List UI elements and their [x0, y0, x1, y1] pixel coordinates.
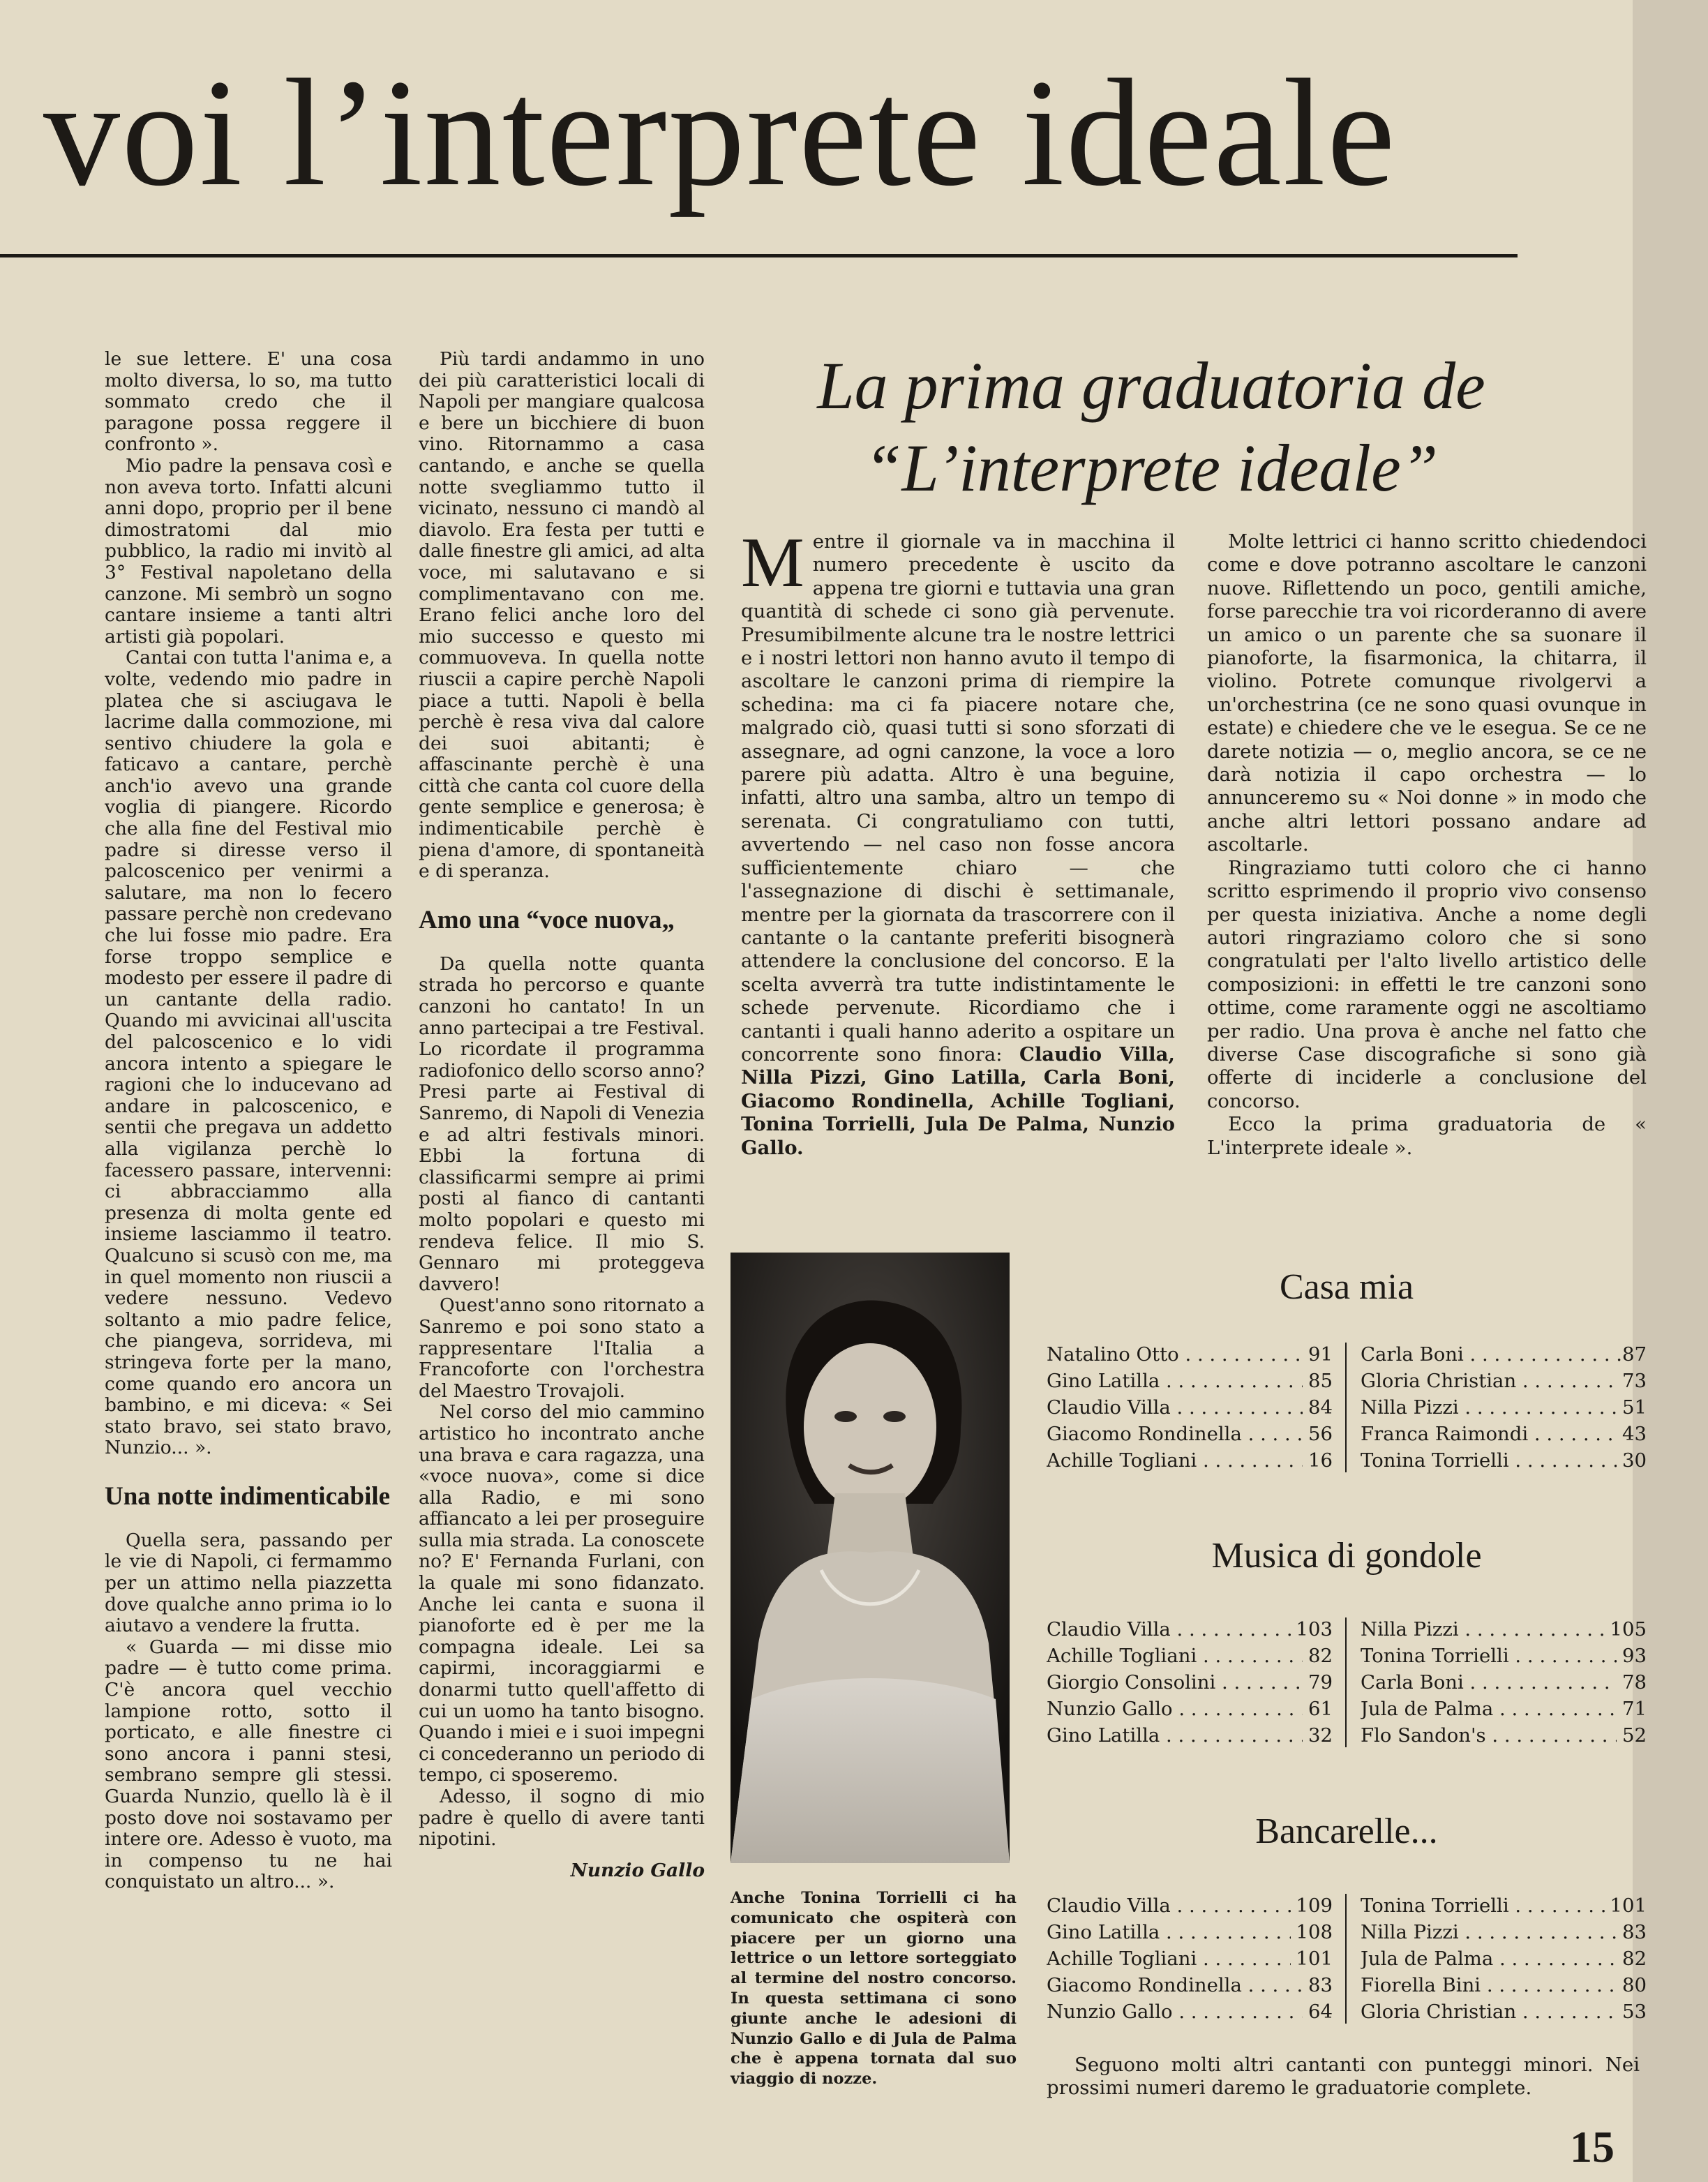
- ranking-table-right: [1361, 1341, 1647, 1474]
- ranking-title: Bancarelle...: [1255, 1811, 1438, 1851]
- paragraph: Ringraziamo tutti coloro che ci hanno scritto esprimendo il proprio vivo consenso per questa iniziativa. Anche a nome degli autori ringraziamo coloro che si sono congratulati per l'alto livello artistico delle composizioni: in effetti le tre canzoni sono ottime, come raramente oggi ne ascoltiamo per radio. Una prova è anche nel fatto che diverse Case discografiche si sono già offerte di inciderle a conclusione del concorso.: [1207, 856, 1647, 1112]
- paragraph: Quest'anno sono ritornato a Sanremo e poi sono stato a rappresentare l'Italia a Francoforte con l'orchestra del Maestro Trovajoli.: [419, 1294, 705, 1402]
- table-row: Achille Togliani . . . 101: [1047, 1945, 1333, 1972]
- table-row: Gloria Christian . . . 53: [1361, 1998, 1647, 2025]
- table-row: Jula de Palma . . . 71: [1361, 1696, 1647, 1722]
- paragraph: Nel corso del mio cammino artistico ho incontrato anche una brava e cara ragazza, una «voce nuova», come si dice alla Radio, e mi sono affiancato a lei per proseguire sulla mia strada. La conoscete no? E' Fernanda Furlani, con la quale mi sono fidanzato. Anche lei canta e suona il pianoforte ed è per me la compagna ideale. Lei sa capirmi, incoraggiarmi e donarmi tutto quell'affetto di cui un uomo ha tanto bisogno. Quando i miei e i suoi impegni ci concederanno un periodo di tempo, ci sposeremo.: [419, 1401, 705, 1786]
- column-divider: [1345, 1617, 1347, 1747]
- drop-cap: M: [741, 530, 804, 602]
- table-row: Claudio Villa . . . 103: [1047, 1616, 1333, 1643]
- paragraph: Mentre il giornale va in macchina il numero precedente è uscito da appena tre giorni e tuttavia una gran quantità di schede ci sono già pervenute. Presumibilmente alcune tra le nostre lettrici e i nostri lettori non hanno avuto il tempo di ascoltare le canzoni prima di riempire la schedina: ma ci fa piacere notare che, malgrado ciò, quasi tutti si sono sforzati di assegnare, ad ogni canzone, la voce a loro parere più adatta. Altro è una beguine, infatti, altro una samba, altro un tempo di serenata. Ci congratuliamo con tutti, avvertendo — nel caso non fosse ancora sufficientemente chiaro — che l'assegnazione di dischi è settimanale, mentre per la giornata da trascorrere con il cantante o la cantante preferiti bisognerà attendere la conclusione del concorso. E la scelta avverrà tra tutte indistintamente le schede pervenute. Ricordiamo che i cantanti i quali hanno aderito a ospitare un concorrente sono finora: Claudio Villa, Nilla Pizzi, Gino Latilla, Carla Boni, Giacomo Rondinella, Achille Togliani, Tonina Torrielli, Jula De Palma, Nunzio Gallo.: [741, 530, 1175, 1159]
- table-row: Gino Latilla . . . 108: [1047, 1919, 1333, 1945]
- table-row: Claudio Villa . . . 109: [1047, 1892, 1333, 1919]
- table-row: Nilla Pizzi . . . 83: [1361, 1919, 1647, 1945]
- article-column-a: [741, 530, 1175, 1235]
- table-row: Nunzio Gallo . . . 64: [1047, 1998, 1333, 2025]
- ranking-title: Musica di gondole: [1211, 1536, 1482, 1576]
- paragraph: Adesso, il sogno di mio padre è quello di avere tanti nipotini.: [419, 1786, 705, 1851]
- table-row: Nilla Pizzi . . . 51: [1361, 1394, 1647, 1421]
- singer-names: Claudio Villa, Nilla Pizzi, Gino Latilla, Carla Boni, Giacomo Rondinella, Achille Togliani, Tonina Torrielli, Jula De Palma, Nunzio Gallo.: [741, 1043, 1175, 1159]
- table-row: Carla Boni . . . 78: [1361, 1669, 1647, 1696]
- headline: voi l’interprete ideale: [43, 47, 1397, 218]
- letter-column-1: [105, 349, 392, 2114]
- table-row: Flo Sandon's . . . 52: [1361, 1722, 1647, 1749]
- section-heading: Una notte indimenticabile: [105, 1481, 391, 1511]
- table-row: Claudio Villa . . . 84: [1047, 1394, 1333, 1421]
- column-divider: [1345, 1894, 1347, 2024]
- portrait-photo: [731, 1253, 1010, 1863]
- paragraph: Più tardi andammo in uno dei più caratteristici locali di Napoli per mangiare qualcosa e bere un bicchiere di buon vino. Ritornammo a casa cantando, e anche se quella notte svegliammo tutto il vicinato, nessuno ci mandò al diavolo. Era festa per tutti e dalle finestre gli amici, ad alta voce, mi salutavano e si complimentavano con me. Erano felici anche loro del mio successo e questo mi commuoveva. In quella notte riuscii a capire perchè Napoli piace a tutti. Napoli è bella perchè è resa viva dal calore dei suoi abitanti; è affascinante perchè è una città che canta col cuore della gente semplice e generosa; è indimenticabile perchè è piena d'amore, di spontaneità e di speranza.: [419, 349, 705, 883]
- table-row: Achille Togliani . . . 82: [1047, 1643, 1333, 1669]
- table-row: Gino Latilla . . . 32: [1047, 1722, 1333, 1749]
- photo-caption: Anche Tonina Torrielli ci ha comunicato che ospiterà con piacere per un giorno una lettrice o un lettore sorteggiato al termine del nostro concorso. In questa settimana ci sono giunte anche le adesioni di Nunzio Gallo e di Jula de Palma che è appena tornata dal suo viaggio di nozze.: [731, 1889, 1017, 2088]
- table-row: Nilla Pizzi . . . 105: [1361, 1616, 1647, 1643]
- ranking-table-left: [1047, 1616, 1333, 1749]
- table-row: Tonina Torrielli . . . 30: [1361, 1447, 1647, 1474]
- page-number: 15: [1570, 2122, 1615, 2172]
- table-row: Gloria Christian . . . 73: [1361, 1368, 1647, 1394]
- ranking-table-left: [1047, 1341, 1333, 1474]
- column-divider: [1345, 1343, 1347, 1472]
- table-row: Franca Raimondi . . . 43: [1361, 1421, 1647, 1447]
- headline-rule: [0, 254, 1518, 257]
- paragraph: Molte lettrici ci hanno scritto chiedendoci come e dove potranno ascoltare le canzoni nuove. Riflettendo un poco, gentili amiche, forse parecchie tra voi ricorderanno di avere un amico o un parente che sa suonare il pianoforte, la fisarmonica, la chitarra, il violino. Potrete comunque rivolgervi a un'orchestrina (ce ne sono quasi ovunque in estate) e chiedere che ve le esegua. Se ce ne darete notizia — o, meglio ancora, se ce ne darà notizia il capo orchestra — lo annunceremo su « Noi donne » in modo che anche altri lettori possano andare ad ascoltarle.: [1207, 530, 1647, 856]
- section-heading: Amo una “voce nuova„: [419, 905, 675, 934]
- ranking-table-right: [1361, 1616, 1647, 1749]
- table-row: Gino Latilla . . . 85: [1047, 1368, 1333, 1394]
- ranking-table-left: [1047, 1892, 1333, 2025]
- paragraph: Da quella notte quanta strada ho percorso e quante canzoni ho cantato! In un anno partecipai a tre Festival. Lo ricordate il programma radiofonico dello scorso anno? Presi parte ai Festival di Sanremo, di Napoli di Venezia e ad altri festivals minori. Ebbi la fortuna di classificarmi sempre ai primi posti al fianco di cantanti molto popolari e questo mi rendeva felice. Il mio S. Gennaro mi proteggeva davvero!: [419, 952, 705, 1295]
- portrait-illustration: [731, 1253, 1010, 1863]
- paragraph: Ecco la prima graduatoria de « L'interprete ideale ».: [1207, 1113, 1647, 1159]
- table-row: Carla Boni . . . .87: [1361, 1341, 1647, 1368]
- table-row: Natalino Otto . . . 91: [1047, 1341, 1333, 1368]
- letter-column-2: [419, 349, 705, 2114]
- ranking-title: Casa mia: [1279, 1267, 1414, 1307]
- table-row: Jula de Palma . . . 82: [1361, 1945, 1647, 1972]
- table-row: Nunzio Gallo . . . 61: [1047, 1696, 1333, 1722]
- table-row: Giacomo Rondinella . . . 83: [1047, 1972, 1333, 1998]
- paragraph: Cantai con tutta l'anima e, a volte, vedendo mio padre in platea che si asciugava le lacrime dalla commozione, mi sentivo chiudere la gola e faticavo a cantare, perchè anch'io avevo una grande voglia di piangere. Ricordo che alla fine del Festival mio padre si diresse verso il palcoscenico per venirmi a salutare, ma non lo fecero passare perchè non credevano che lui fosse mio padre. Era forse troppo semplice e modesto per essere il padre di un cantante della radio. Quando mi avvicinai all'uscita del palcoscenico e lo vidi ancora intento a spiegare le ragioni che lo inducevano ad andare in palcoscenico, e sentii che pregava un addetto alla vigilanza perchè lo facessero passare, intervenni: ci abbracciammo alla presenza di molta gente ed insieme lasciammo il teatro. Qualcuno si scusò con me, ma in quel momento non riuscii a vedere nessuno. Vedevo soltanto a mio padre felice, che piangeva, sorrideva, mi stringeva forte per la mano, come quando ero ancora un bambino, e mi diceva: « Sei stato bravo, sei stato bravo, Nunzio... ».: [105, 647, 392, 1459]
- ranking-table-right: [1361, 1892, 1647, 2025]
- article-title-line-2: “L’interprete ideale”: [864, 431, 1439, 505]
- article-title-line-1: La prima graduatoria de: [817, 348, 1485, 423]
- table-row: Tonina Torrielli . . . 101: [1361, 1892, 1647, 1919]
- table-row: Tonina Torrielli . . . 93: [1361, 1643, 1647, 1669]
- paragraph: « Guarda — mi disse mio padre — è tutto come prima. C'è ancora quel vecchio lampione rotto, sotto il porticato, e alle finestre ci sono ancora i panni stesi, sembrano sempre gli stessi. Guarda Nunzio, quello là è il posto dove noi sostavamo per intere ore. Adesso è vuoto, ma in compenso tu ne hai conquistato un altro... ».: [105, 1636, 392, 1893]
- table-row: Giacomo Rondinella . . . 56: [1047, 1421, 1333, 1447]
- paragraph: Quella sera, passando per le vie di Napoli, ci fermammo per un attimo nella piazzetta dove qualche anno prima io lo aiutavo a vendere la frutta.: [105, 1529, 392, 1637]
- table-row: Giorgio Consolini . . . 79: [1047, 1669, 1333, 1696]
- table-row: Achille Togliani . . . 16: [1047, 1447, 1333, 1474]
- article-column-b: [1207, 530, 1647, 1235]
- paragraph: le sue lettere. E' una cosa molto diversa, lo so, ma tutto sommato credo che il paragone possa reggere il confronto ».: [105, 349, 392, 456]
- ranking-footnote: Seguono molti altri cantanti con punteggi minori. Nei prossimi numeri daremo le graduatorie complete.: [1047, 2054, 1640, 2099]
- paragraph: Mio padre la pensava così e non aveva torto. Infatti alcuni anni dopo, proprio per il bene dimostratomi dal mio pubblico, la radio mi invitò al 3° Festival napoletano della canzone. Mi sembrò un sogno cantare insieme a tanti altri artisti già popolari.: [105, 454, 392, 648]
- table-row: Fiorella Bini . . . 80: [1361, 1972, 1647, 1998]
- signature: Nunzio Gallo: [570, 1859, 705, 1881]
